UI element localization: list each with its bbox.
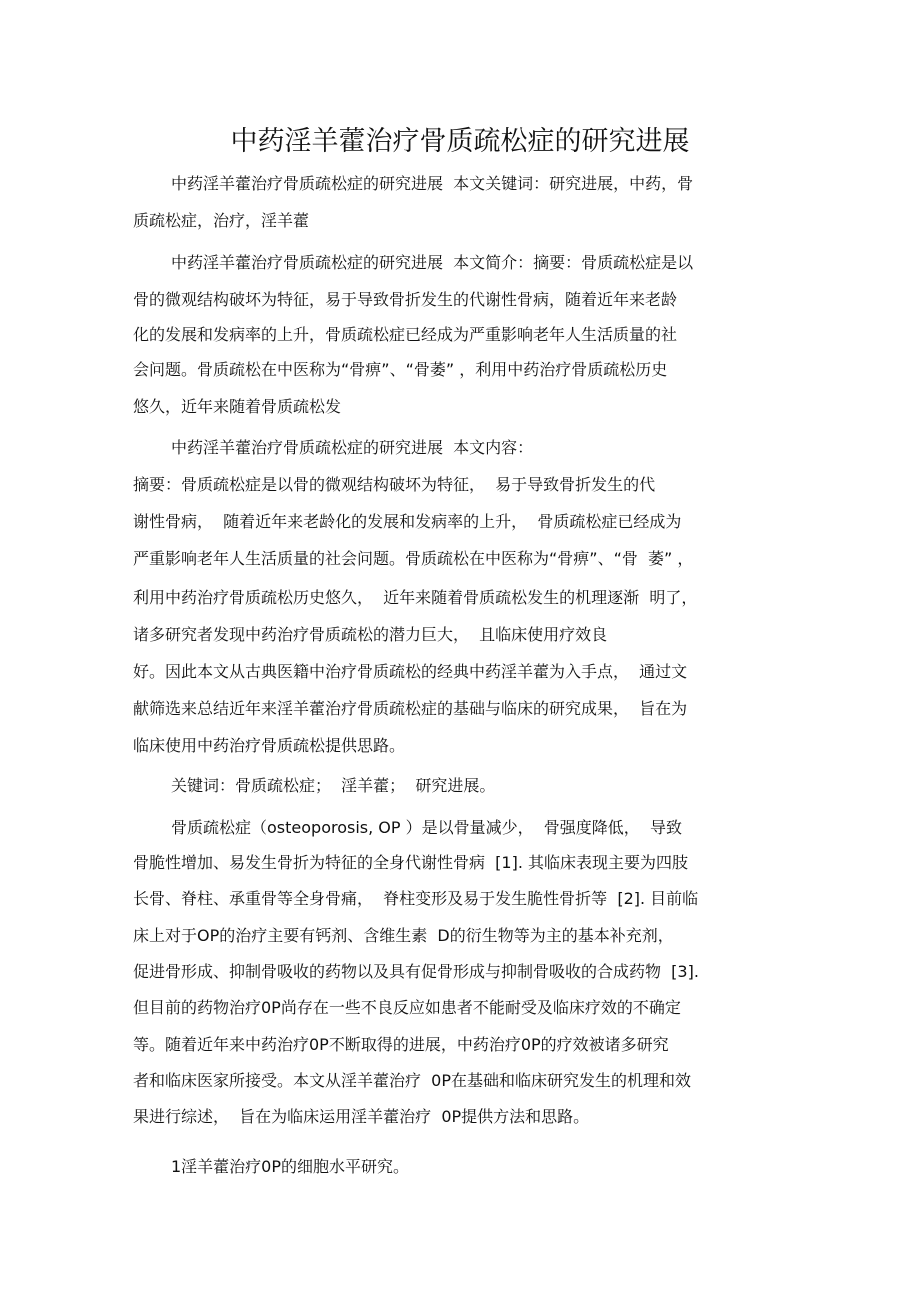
- text-line: 但目前的药物治疗0P尚存在一些不良反应如患者不能耐受及临床疗效的不确定: [133, 998, 681, 1017]
- text-line: 长骨、脊柱、承重骨等全身骨痛， 脊柱变形及易于发生脆性骨折等 [2]. 目前临: [133, 889, 699, 908]
- text-line: 化的发展和发病率的上升，骨质疏松症已经成为严重影响老年人生活质量的社: [133, 325, 678, 344]
- text-line: 会问题。骨质疏松在中医称为“骨痹”、“骨萎” ，利用中药治疗骨质疏松历史: [133, 360, 668, 379]
- text-line: 中药淫羊藿治疗骨质疏松症的研究进展 本文内容：: [171, 438, 534, 457]
- section-heading: 1淫羊藿治疗0P的细胞水平研究。: [171, 1157, 410, 1176]
- text-line: 摘要：骨质疏松症是以骨的微观结构破坏为特征， 易于导致骨折发生的代: [133, 475, 656, 494]
- text-line: 促进骨形成、抑制骨吸收的药物以及具有促骨形成与抑制骨吸收的合成药物 [3].: [133, 962, 699, 981]
- text-line: 严重影响老年人生活质量的社会问题。骨质疏松在中医称为“骨痹”、“骨 萎” ，: [133, 549, 694, 568]
- text-line: 谢性骨病， 随着近年来老龄化的发展和发病率的上升， 骨质疏松症已经成为: [133, 512, 682, 531]
- text-line: 好。因此本文从古典医籍中治疗骨质疏松的经典中药淫羊藿为入手点， 通过文: [133, 662, 688, 681]
- text-line: 临床使用中药治疗骨质疏松提供思路。: [133, 736, 406, 755]
- text-line: 质疏松症，治疗，淫羊藿: [133, 211, 310, 230]
- text-line: 者和临床医家所接受。本文从淫羊藿治疗 0P在基础和临床研究发生的机理和效: [133, 1071, 692, 1090]
- text-line: 骨的微观结构破坏为特征，易于导致骨折发生的代谢性骨病，随着近年来老龄: [133, 290, 678, 309]
- text-line: 床上对于OP的治疗主要有钙剂、含维生素 D的衍生物等为主的基本补充剂，: [133, 926, 674, 945]
- text-line: 骨脆性增加、易发生骨折为特征的全身代谢性骨病 [1]. 其临床表现主要为四肢: [133, 853, 689, 872]
- text-line: 诸多研究者发现中药治疗骨质疏松的潜力巨大， 且临床使用疗效良: [133, 625, 608, 644]
- text-line: 利用中药治疗骨质疏松历史悠久， 近年来随着骨质疏松发生的机理逐渐 明了，: [133, 588, 698, 607]
- document-title: 中药淫羊藿治疗骨质疏松症的研究进展: [230, 126, 690, 157]
- text-line: 悠久，近年来随着骨质疏松发: [133, 397, 342, 416]
- text-line: 中药淫羊藿治疗骨质疏松症的研究进展 本文简介：摘要：骨质疏松症是以: [171, 253, 694, 272]
- text-line: 果进行综述， 旨在为临床运用淫羊藿治疗 0P提供方法和思路。: [133, 1107, 590, 1126]
- text-line: 关键词：骨质疏松症； 淫羊藿； 研究进展。: [171, 776, 496, 795]
- text-line: 骨质疏松症（osteoporosis, OP ）是以骨量减少， 骨强度降低， 导致: [171, 818, 682, 837]
- text-line: 中药淫羊藿治疗骨质疏松症的研究进展 本文关键词：研究进展，中药，骨: [171, 174, 694, 193]
- text-line: 等。随着近年来中药治疗0P不断取得的进展，中药治疗0P的疗效被诸多研究: [133, 1035, 669, 1054]
- text-line: 献筛选来总结近年来淫羊藿治疗骨质疏松症的基础与临床的研究成果， 旨在为: [133, 699, 688, 718]
